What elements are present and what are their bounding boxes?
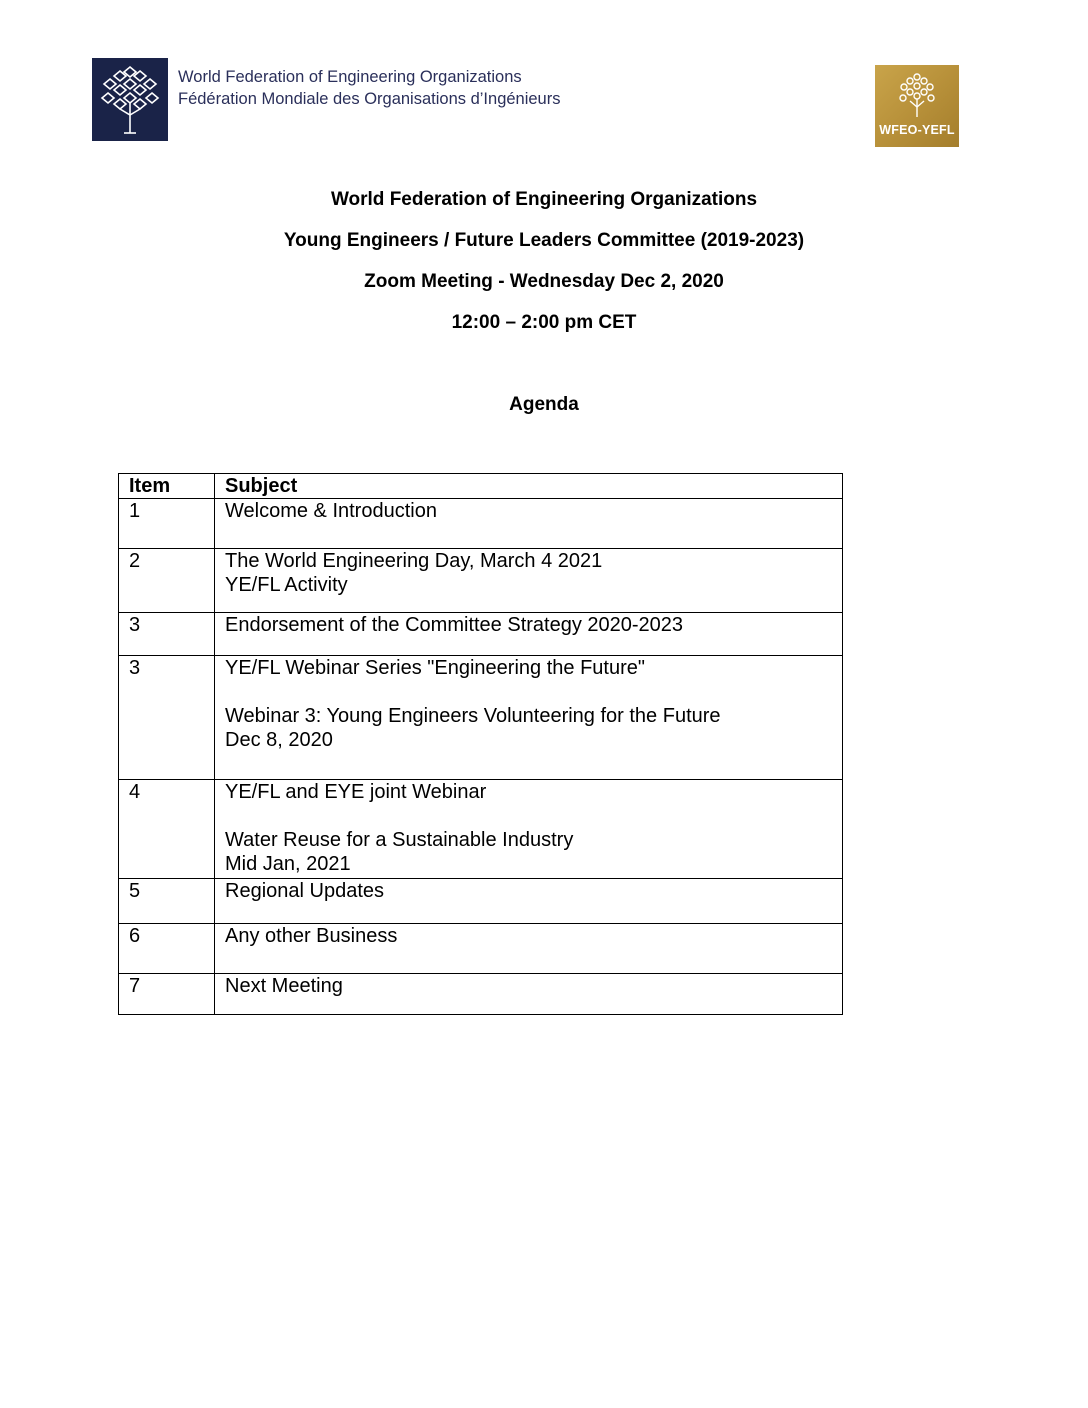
row-item: 2 [119, 549, 215, 613]
wfeo-logo [92, 58, 560, 141]
title-line-3: Zoom Meeting - Wednesday Dec 2, 2020 [364, 271, 724, 292]
tree-icon [895, 71, 939, 121]
title-line-4: 12:00 – 2:00 pm CET [451, 312, 637, 333]
subject-line: Endorsement of the Committee Strategy 2020-2023 [225, 614, 684, 636]
title-line-1: World Federation of Engineering Organizations [330, 189, 758, 210]
row-item: 3 [119, 613, 215, 656]
row-subject [215, 974, 843, 1015]
row-subject [215, 879, 843, 924]
row-subject [215, 499, 843, 549]
row-item: 6 [119, 924, 215, 974]
agenda-heading: Agenda [509, 394, 579, 415]
table-row [119, 613, 843, 656]
header-subject: Subject [215, 474, 843, 499]
row-item: 7 [119, 974, 215, 1015]
table-row [119, 499, 843, 549]
subject-line: Regional Updates [225, 880, 384, 902]
subject-line: Water Reuse for a Sustainable Industry [225, 829, 574, 851]
subject-line: Any other Business [225, 925, 398, 947]
row-subject [215, 549, 843, 613]
header-item: Item [119, 474, 215, 499]
yefl-logo-text: WFEO-YEFL [879, 123, 955, 137]
subject-line: Webinar 3: Young Engineers Volunteering for the Future [225, 705, 721, 727]
table-row [119, 780, 843, 879]
row-subject [215, 613, 843, 656]
row-subject [215, 656, 843, 780]
org-name-fr: Fédération Mondiale des Organisations d’Ingénieurs [178, 89, 561, 108]
row-item: 1 [119, 499, 215, 549]
table-row [119, 974, 843, 1015]
title-line-2: Young Engineers / Future Leaders Committee (2019-2023) [283, 230, 805, 251]
org-name-en: World Federation of Engineering Organizations [178, 67, 522, 86]
subject-line: YE/FL Webinar Series "Engineering the Future" [225, 657, 645, 679]
row-item: 4 [119, 780, 215, 879]
subject-line: Next Meeting [225, 975, 343, 997]
table-header-row [119, 474, 843, 499]
subject-line: Mid Jan, 2021 [225, 853, 351, 875]
wfeo-yefl-logo [875, 65, 959, 147]
agenda-table [118, 473, 843, 1015]
row-item: 5 [119, 879, 215, 924]
subject-line: YE/FL Activity [225, 574, 348, 596]
subject-line: Welcome & Introduction [225, 500, 437, 522]
row-subject [215, 924, 843, 974]
tree-logo-icon [92, 58, 168, 141]
table-row [119, 549, 843, 613]
table-row [119, 924, 843, 974]
table-row [119, 656, 843, 780]
subject-line: The World Engineering Day, March 4 2021 [225, 550, 603, 572]
row-subject [215, 780, 843, 879]
table-row [119, 879, 843, 924]
row-item: 3 [119, 656, 215, 780]
subject-line: YE/FL and EYE joint Webinar [225, 781, 487, 803]
subject-line: Dec 8, 2020 [225, 729, 333, 751]
